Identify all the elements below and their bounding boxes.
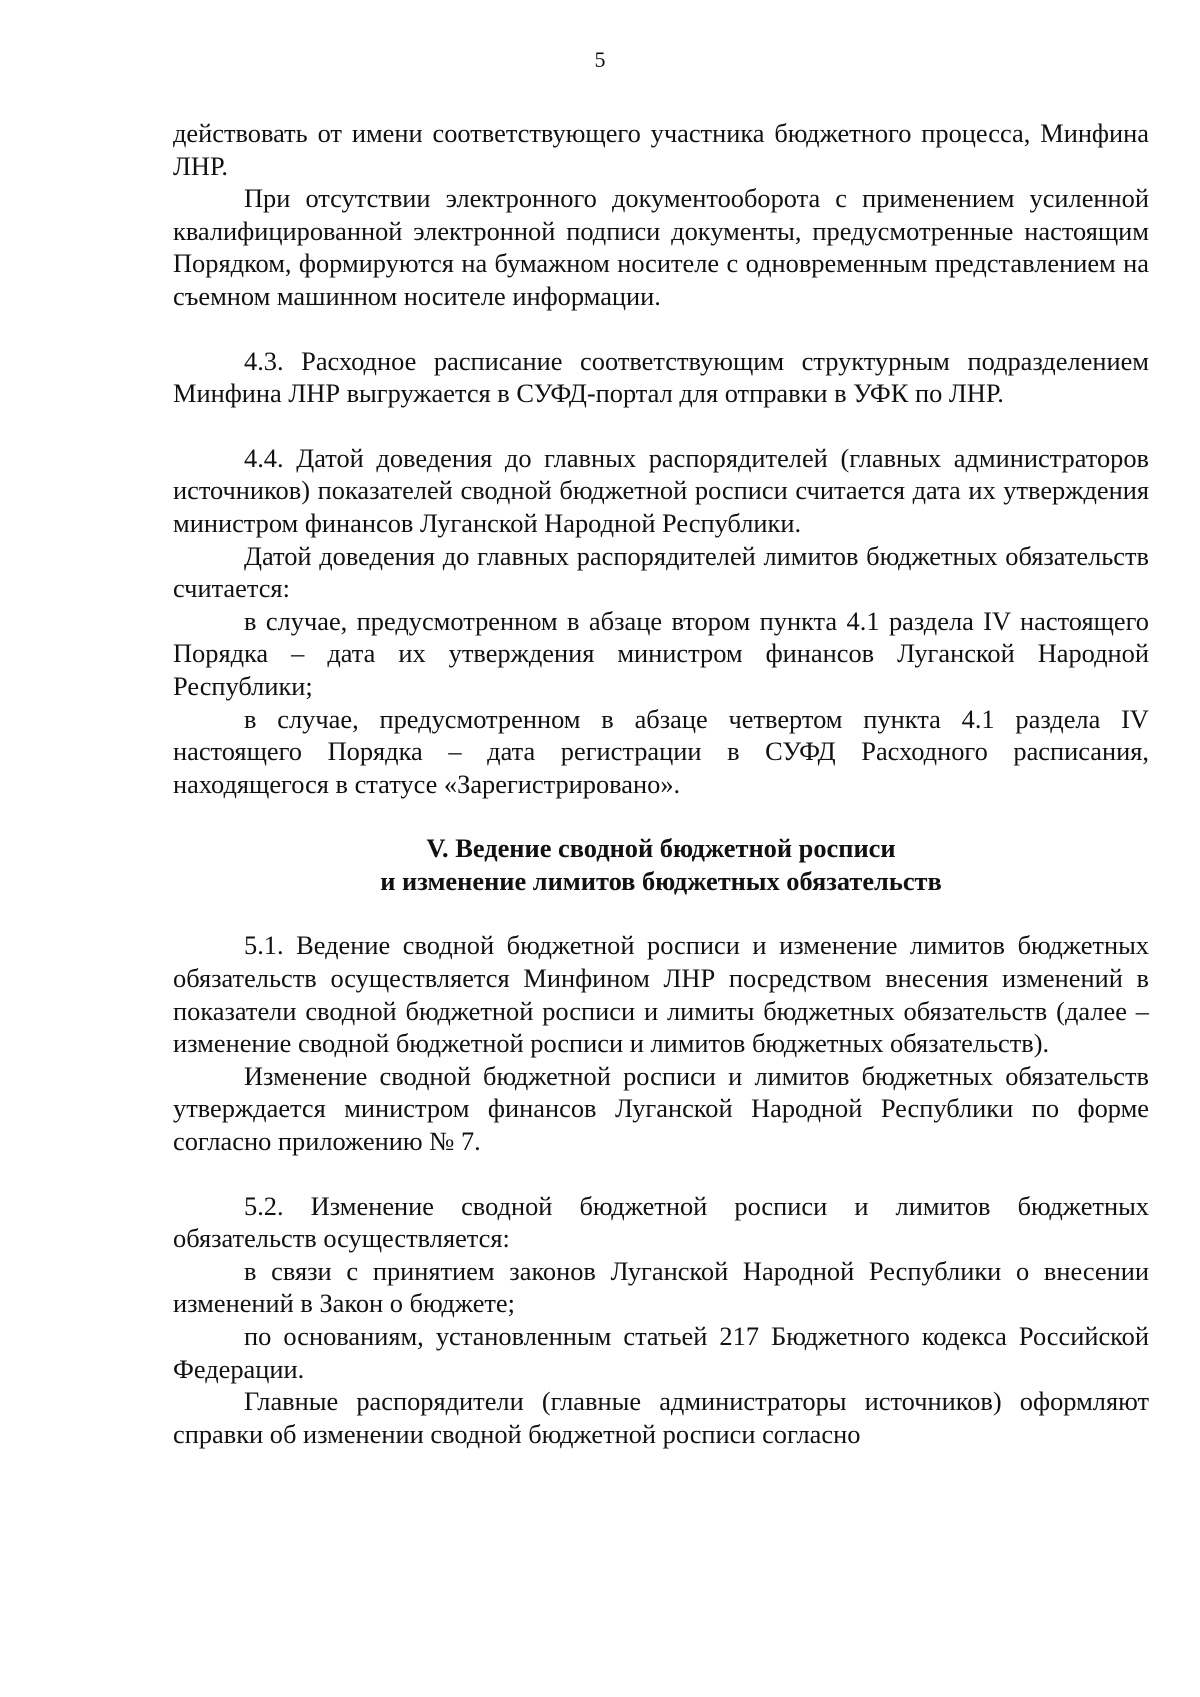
paragraph-limits-date: Датой доведения до главных распорядителей лимитов бюджетных обязательств считается: [173, 540, 1149, 604]
paragraph-4-4: 4.4. Датой доведения до главных распорядителей (главных администраторов источников) показателей сводной бюджетной росписи считается дата их утверждения министром финансов Луганской Народной Республики. [173, 442, 1149, 538]
paragraph-case-fourth: в случае, предусмотренном в абзаце четвертом пункта 4.1 раздела IV настоящего Порядка – дата регистрации в СУФД Расходного расписания, находящегося в статусе «Зарегистрировано». [173, 703, 1149, 799]
paragraph-approval: Изменение сводной бюджетной росписи и лимитов бюджетных обязательств утверждается министром финансов Луганской Народной Республики по форме согласно приложению № 7. [173, 1060, 1149, 1157]
section-heading-line-2: и изменение лимитов бюджетных обязательств [380, 865, 942, 896]
paragraph-certificates: Главные распорядители (главные администраторы источников) оформляют справки об изменении сводной бюджетной росписи согласно [173, 1386, 1149, 1449]
section-heading [173, 832, 1149, 897]
paragraph-case-second: в случае, предусмотренном в абзаце втором пункта 4.1 раздела IV настоящего Порядка – дата их утверждения министром финансов Луганской Народной Республики; [173, 605, 1149, 701]
paragraph-continuation: действовать от имени соответствующего участника бюджетного процесса, Минфина ЛНР. [173, 118, 1149, 181]
document-body [173, 117, 1149, 1450]
paragraph-laws: в связи с принятием законов Луганской Народной Республики о внесении изменений в Закон о бюджете; [173, 1255, 1149, 1319]
paragraph-grounds: по основаниям, установленным статьей 217 Бюджетного кодекса Российской Федерации. [173, 1321, 1149, 1384]
paragraph-5-2: 5.2. Изменение сводной бюджетной росписи и лимитов бюджетных обязательств осуществляется: [173, 1190, 1149, 1254]
section-heading-line-1: V. Ведение сводной бюджетной росписи [426, 833, 896, 864]
paragraph-5-1: 5.1. Ведение сводной бюджетной росписи и изменение лимитов бюджетных обязательств осуществляется Минфином ЛНР посредством внесения изменений в показатели сводной бюджетной росписи и лимиты бюджетных обязательств (далее – изменение сводной бюджетной росписи и лимитов бюджетных обязательств). [173, 930, 1149, 1059]
paragraph-paper-documents: При отсутствии электронного документооборота с применением усиленной квалифицированной электронной подписи документы, предусмотренные настоящим Порядком, формируются на бумажном носителе с одновременным представлением на съемном машинном носителе информации. [173, 183, 1149, 311]
page-number: 5 [594, 47, 606, 72]
paragraph-4-3: 4.3. Расходное расписание соответствующим структурным подразделением Минфина ЛНР выгружается в СУФД-портал для отправки в УФК по ЛНР. [173, 345, 1149, 409]
